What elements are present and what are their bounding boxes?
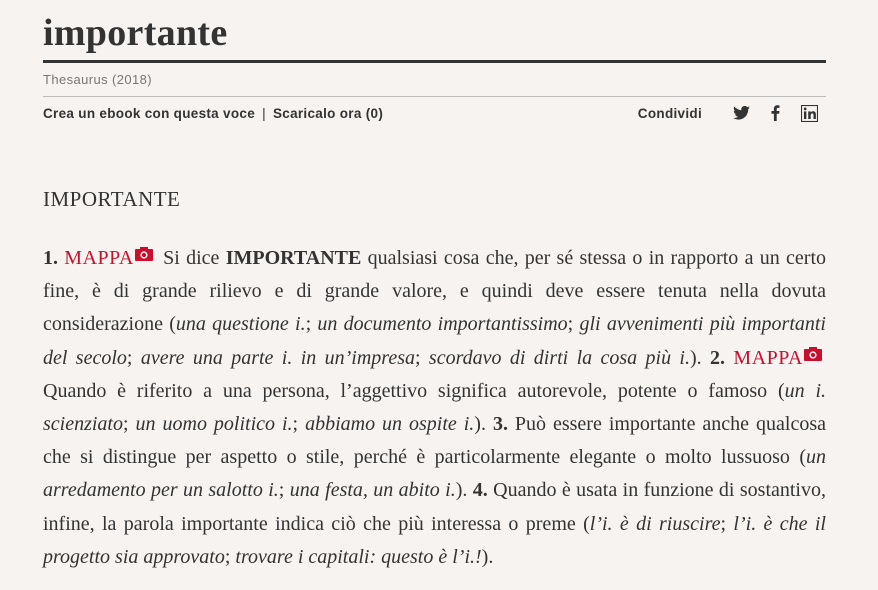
sense-number: 3. bbox=[492, 413, 508, 436]
punct: ). bbox=[455, 479, 473, 502]
toolbar-separator: | bbox=[262, 105, 266, 121]
entry-container bbox=[43, 0, 826, 574]
example: scordavo di dirti la cosa più i. bbox=[428, 346, 690, 369]
sense-text: Può essere importante anche qualcosa che si distingue per aspetto o stile, perché è particolarmente elegante o molto lussuoso ( bbox=[43, 413, 826, 469]
example: trovare i capitali: questo è l’i.! bbox=[235, 545, 482, 568]
example: un arredamento per un salotto i. bbox=[43, 446, 826, 502]
example: una festa, un abito i. bbox=[289, 479, 456, 502]
punct: ; bbox=[305, 313, 318, 336]
mappa-link[interactable] bbox=[64, 247, 157, 269]
action-toolbar bbox=[43, 97, 826, 129]
example: un uomo politico i. bbox=[135, 413, 293, 436]
example: abbiamo un ospite i. bbox=[305, 413, 475, 436]
download-link[interactable] bbox=[273, 106, 383, 121]
source-label: Thesaurus (2018) bbox=[43, 72, 826, 97]
punct: ; bbox=[567, 313, 580, 336]
toolbar-left bbox=[43, 106, 383, 121]
sense-text: qualsiasi cosa che, per sé stessa o in rapporto a un certo fine, è di grande rilievo e di grande valore, e quindi deve essere tenuta nella dovuta considerazione ( bbox=[43, 247, 826, 336]
sense-text: Si dice bbox=[156, 247, 226, 269]
sense-text: Quando è usata in funzione di sostantivo, infine, la parola importante indica ciò che più interessa o preme ( bbox=[43, 479, 826, 535]
sense-number: 1. bbox=[43, 247, 58, 269]
punct: ; bbox=[414, 346, 429, 369]
mappa-label: MAPPA bbox=[733, 346, 803, 369]
example: l’i. è che il progetto sia approvato bbox=[43, 512, 826, 568]
twitter-icon[interactable] bbox=[730, 102, 752, 124]
example: un documento importantissimo bbox=[317, 313, 568, 336]
facebook-icon[interactable] bbox=[764, 102, 786, 124]
punct: ; bbox=[224, 545, 236, 568]
punct: ; bbox=[278, 479, 290, 502]
headword-bold: IMPORTANTE bbox=[225, 247, 362, 269]
punct: ; bbox=[126, 346, 141, 369]
example: l’i. è di riuscire bbox=[589, 512, 721, 535]
mappa-link[interactable] bbox=[733, 347, 826, 369]
camera-icon bbox=[804, 347, 822, 361]
download-prefix: Scaricalo ora ( bbox=[272, 105, 371, 121]
camera-icon bbox=[135, 247, 153, 261]
punct: ; bbox=[292, 413, 306, 436]
download-suffix: ) bbox=[378, 105, 384, 121]
page-title: importante bbox=[43, 14, 826, 63]
download-count: 0 bbox=[370, 105, 379, 121]
example: gli avvenimenti più importanti del secolo bbox=[43, 313, 826, 369]
definition-text bbox=[43, 242, 826, 574]
punct: ). bbox=[481, 545, 494, 568]
sense-number: 2. bbox=[710, 346, 726, 369]
example: una questione i. bbox=[175, 313, 306, 336]
section-title: IMPORTANTE bbox=[43, 187, 181, 211]
punct: ; bbox=[720, 512, 734, 535]
punct: ). bbox=[690, 346, 711, 369]
example: un i. scienziato bbox=[43, 379, 827, 436]
linkedin-icon[interactable] bbox=[798, 102, 820, 124]
example: avere una parte i. in un’impresa bbox=[140, 346, 415, 369]
punct: ; bbox=[123, 413, 136, 436]
share-label: Condividi bbox=[637, 105, 702, 121]
sense-text: Quando è riferito a una persona, l’aggettivo significa autorevole, potente o famoso ( bbox=[43, 379, 785, 402]
share-bar bbox=[638, 102, 826, 124]
mappa-label: MAPPA bbox=[64, 247, 134, 269]
punct: ). bbox=[474, 413, 493, 436]
sense-number: 4. bbox=[472, 479, 488, 502]
create-ebook-link[interactable]: Crea un ebook con questa voce bbox=[43, 105, 256, 121]
